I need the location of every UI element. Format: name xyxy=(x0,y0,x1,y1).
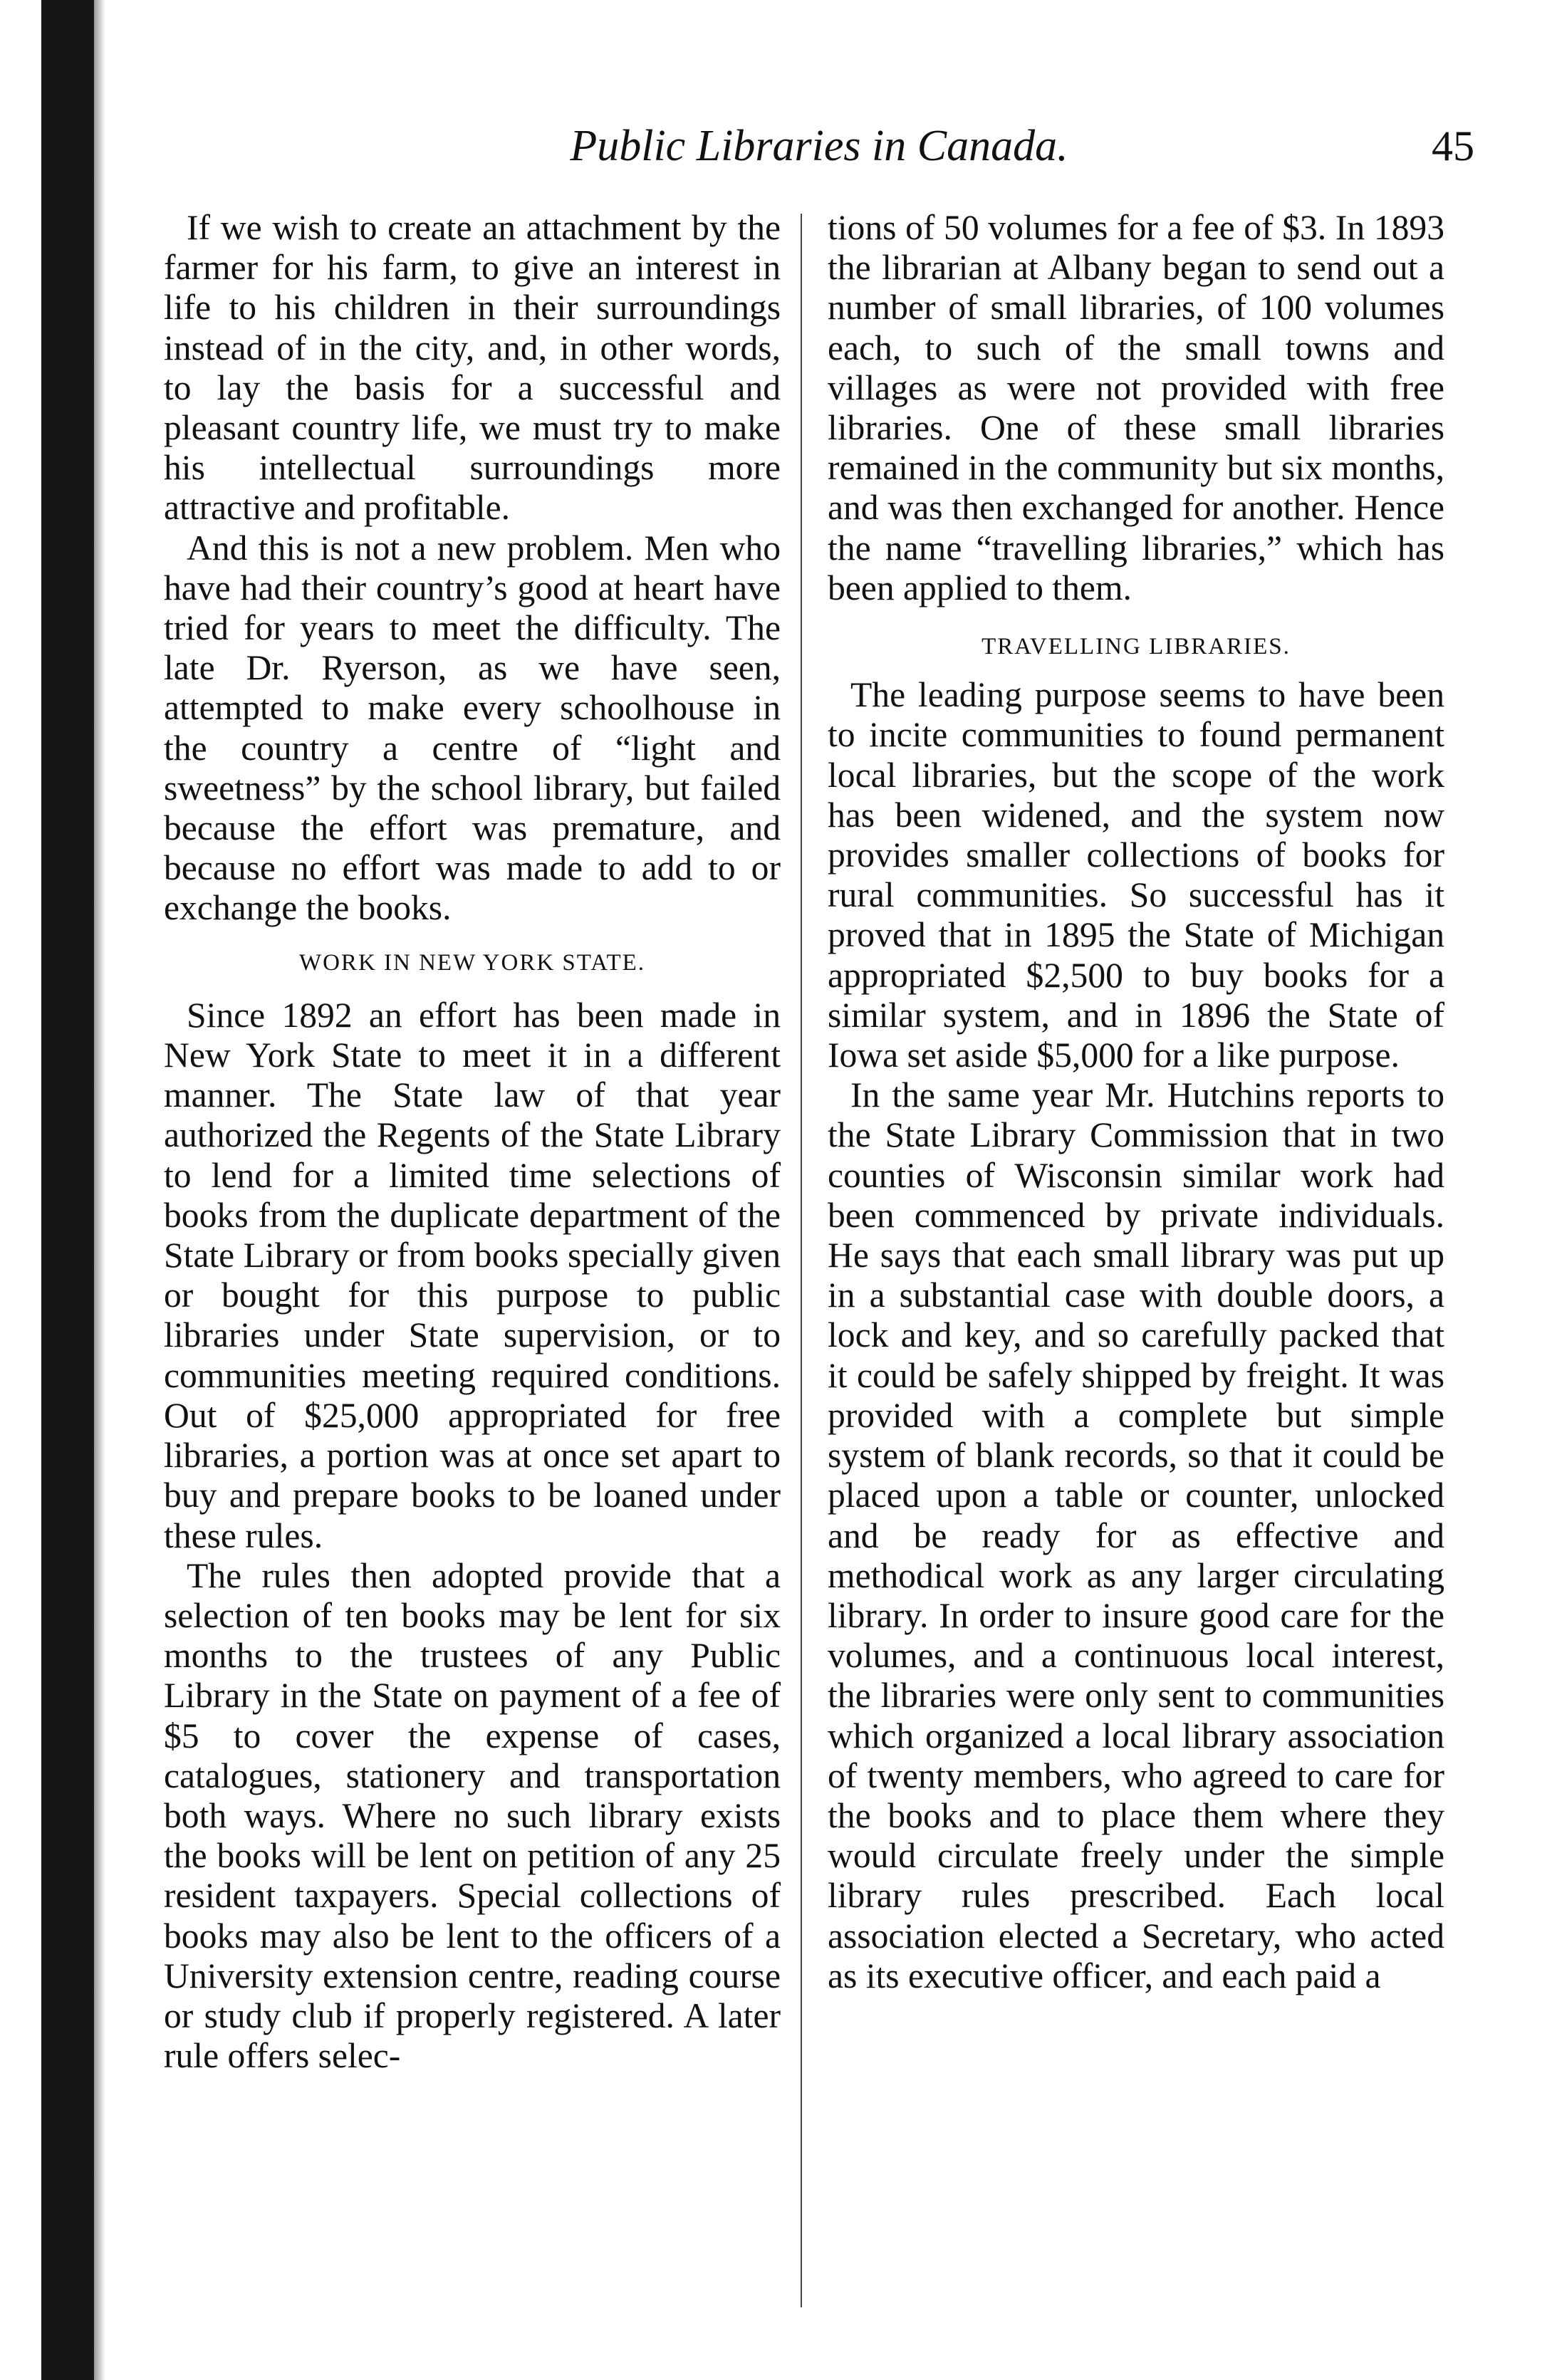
continued-paragraph: tions of 50 volumes for a fee of $3. In 1893 the librarian at Albany began to send out a number of small libraries, of 100 volumes each, to such of the small towns and villages as were not provided with free libraries. One of these small libraries remained in the community but six months, and was then exchanged for another. Hence the name “travelling libraries,” which has been applied to them. xyxy=(828,208,1444,607)
paragraph: In the same year Mr. Hutchins reports to the State Library Commission that in two counties of Wisconsin similar work had been commenced by private individuals. He says that each small library was put up in a substantial case with double doors, a lock and key, and so carefully packed that it could be safely shipped by freight. It was provided with a complete but simple system of blank records, so that it could be placed upon a table or counter, unlocked and be ready for as effective and methodical work as any larger circulating library. In order to insure good care for the volumes, and a continuous local interest, the libraries were only sent to communities which organized a local library association of twenty members, who agreed to care for the books and to place them where they would circulate freely under the simple library rules prescribed. Each local association elected a Secretary, who acted as its executive officer, and each paid a xyxy=(828,1075,1444,1995)
paragraph: The leading purpose seems to have been to incite communities to found permanent local libraries, but the scope of the work has been widened, and the system now provides smaller collections of books for rural communities. So successful has it proved that in 1895 the State of Michigan appropriated $2,500 to buy books for a similar system, and in 1896 the State of Iowa set aside $5,000 for a like purpose. xyxy=(828,675,1444,1075)
section-heading-travelling-libraries: TRAVELLING LIBRARIES. xyxy=(981,634,1291,660)
left-column xyxy=(164,208,781,2076)
page-header xyxy=(164,114,1474,178)
paragraph: The rules then adopted provide that a selection of ten books may be lent for six months to the trustees of any Public Library in the State on payment of a fee of $5 to cover the expense of cases, catalogues, stationery and transportation both ways. Where no such library exists the books will be lent on petition of any 25 resident taxpayers. Special collections of books may also be lent to the officers of a University extension centre, reading course or study club if properly registered. A later rule offers selec- xyxy=(164,1555,781,2076)
paragraph: And this is not a new problem. Men who have had their country’s good at heart have tried for years to meet the difficulty. The late Dr. Ryerson, as we have seen, attempted to make every schoolhouse in the country a centre of “light and sweetness” by the school library, but failed because the effort was premature, and because no effort was made to add to or exchange the books. xyxy=(164,528,781,928)
book-binding-edge xyxy=(41,0,94,2380)
running-title: Public Libraries in Canada. xyxy=(570,122,1068,170)
paragraph: Since 1892 an effort has been made in New York State to meet it in a different manner. The State law of that year authorized the Regents of the State Library to lend for a limited time selections of books from the duplicate department of the State Library or from books specially given or bought for this purpose to public libraries under State supervision, or to communities meeting required conditions. Out of $25,000 appropriated for free libraries, a portion was at once set apart to buy and prepare books to be loaned under these rules. xyxy=(164,995,781,1555)
section-heading-new-york: WORK IN NEW YORK STATE. xyxy=(298,949,646,976)
page-number: 45 xyxy=(1432,122,1474,169)
gutter-shadow xyxy=(94,0,105,2380)
column-divider xyxy=(801,214,802,2307)
right-column xyxy=(828,208,1444,1996)
paragraph: If we wish to create an attachment by the farmer for his farm, to give an interest in life to his children in their surroundings instead of in the city, and, in other words, to lay the basis for a successful and pleasant country life, we must try to make his intellectual surroundings more attractive and profitable. xyxy=(164,208,781,528)
